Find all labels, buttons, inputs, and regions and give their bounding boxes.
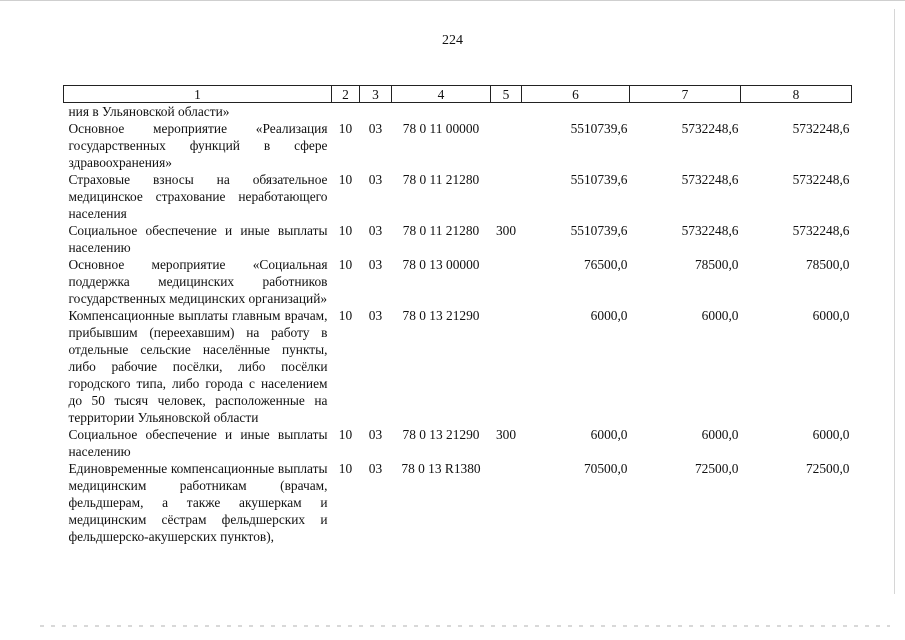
scan-noise [40,625,890,627]
row-amount-col7-cell: 6000,0 [701,427,739,442]
row-subsection-cell: 03 [368,223,383,238]
row-amount-col7-cell: 5732248,6 [681,121,739,136]
row-target-article-cell: 78 0 13 21290 [402,427,480,442]
row-amount-col8-cell: 78500,0 [805,257,850,272]
row-name-cell: Единовременные компенсационные выплаты медицинским работникам (врачам, фельдшерам, а также акушеркам и медицинским сёстрам фельдшерских и фельдшерско-акушерских пунктов), [68,461,328,544]
row-name-cell: ния в Ульяновской области» [68,104,230,119]
row-amount-col7-cell [630,103,741,121]
row-expense-type-cell: 300 [495,223,517,238]
row-amount-col7-cell: 5732248,6 [681,223,739,238]
table-row [64,460,852,545]
row-amount-col8-cell: 6000,0 [812,308,850,323]
row-amount-col8-cell: 5732248,6 [792,172,850,187]
table-row [64,256,852,307]
column-header: 1 [64,86,332,103]
column-header: 3 [360,86,392,103]
column-header: 4 [392,86,491,103]
row-subsection-cell: 03 [368,461,383,476]
column-header: 8 [741,86,852,103]
row-target-article-cell: 78 0 13 R1380 [401,461,481,476]
row-amount-col6-cell: 70500,0 [583,461,628,476]
row-amount-col7-cell: 78500,0 [694,257,739,272]
row-section-cell: 10 [338,427,353,442]
row-expense-type-cell [491,171,522,222]
row-target-article-cell: 78 0 13 00000 [402,257,480,272]
budget-table [63,85,852,545]
row-expense-type-cell [491,120,522,171]
column-header: 5 [491,86,522,103]
table-row [64,222,852,256]
row-target-article-cell: 78 0 11 00000 [402,121,480,136]
row-subsection-cell: 03 [368,121,383,136]
row-subsection-cell: 03 [368,308,383,323]
row-amount-col6-cell: 5510739,6 [570,121,628,136]
table-row [64,426,852,460]
row-name-cell: Основное мероприятие «Реализация государственных функций в сфере здравоохранения» [68,121,328,170]
column-header: 2 [332,86,360,103]
row-amount-col8-cell [741,103,852,121]
row-expense-type-cell [491,256,522,307]
table-header-row [64,86,852,103]
row-amount-col8-cell: 72500,0 [805,461,850,476]
row-amount-col8-cell: 5732248,6 [792,121,850,136]
row-name-cell: Компенсационные выплаты главным врачам, прибывшим (переехавшим) на работу в отдельные сельские населённые пункты, либо рабочие посёлки, либо посёлки городского типа, либо города с населением до 50 тысяч человек, расположенные на территории Ульяновской области [68,308,328,425]
table-row [64,171,852,222]
row-expense-type-cell [491,307,522,426]
row-expense-type-cell [491,103,522,121]
row-section-cell: 10 [338,172,353,187]
row-amount-col8-cell: 5732248,6 [792,223,850,238]
row-section-cell: 10 [338,223,353,238]
row-target-article-cell: 78 0 11 21280 [402,172,480,187]
row-amount-col7-cell: 5732248,6 [681,172,739,187]
row-target-article-cell: 78 0 13 21290 [402,308,480,323]
row-name-cell: Социальное обеспечение и иные выплаты населению [68,223,328,255]
row-amount-col6-cell: 5510739,6 [570,172,628,187]
row-name-cell: Страховые взносы на обязательное медицинское страхование неработающего населения [68,172,328,221]
row-target-article-cell: 78 0 11 21280 [402,223,480,238]
row-amount-col8-cell: 6000,0 [812,427,850,442]
row-section-cell: 10 [338,461,353,476]
row-section-cell: 10 [338,308,353,323]
row-amount-col6-cell: 76500,0 [583,257,628,272]
row-section-cell [332,103,360,121]
row-amount-col6-cell: 5510739,6 [570,223,628,238]
row-target-article-cell [392,103,491,121]
row-expense-type-cell [491,460,522,545]
row-amount-col6-cell: 6000,0 [590,427,628,442]
row-subsection-cell [360,103,392,121]
scan-edge-line [894,9,895,594]
row-amount-col7-cell: 72500,0 [694,461,739,476]
row-amount-col6-cell [522,103,630,121]
page-number: 224 [442,33,463,48]
column-header: 6 [522,86,630,103]
row-section-cell: 10 [338,121,353,136]
row-subsection-cell: 03 [368,257,383,272]
row-name-cell: Социальное обеспечение и иные выплаты населению [68,427,328,459]
table-row [64,103,852,121]
table-row [64,120,852,171]
row-subsection-cell: 03 [368,427,383,442]
row-section-cell: 10 [338,257,353,272]
row-amount-col7-cell: 6000,0 [701,308,739,323]
column-header: 7 [630,86,741,103]
row-name-cell: Основное мероприятие «Социальная поддержка медицинских работников государственных медицинских организаций» [68,257,328,306]
row-amount-col6-cell: 6000,0 [590,308,628,323]
row-expense-type-cell: 300 [495,427,517,442]
row-subsection-cell: 03 [368,172,383,187]
table-row [64,307,852,426]
